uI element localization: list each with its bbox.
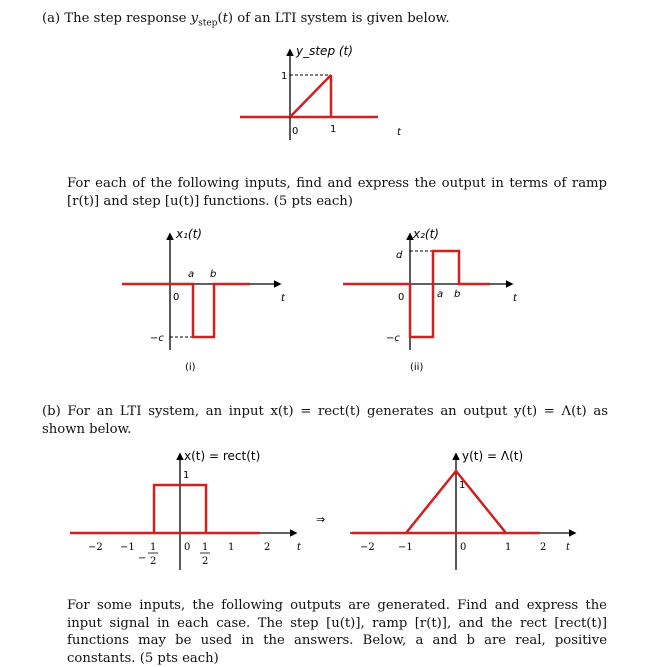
- step-xlabel: t: [397, 127, 401, 138]
- rect-tick-neg2: −2: [88, 542, 103, 553]
- tri-tick-zero: 0: [460, 542, 467, 553]
- rect-half-neg-den: 2: [150, 556, 157, 567]
- x2-neg-c-label: −c: [386, 333, 400, 344]
- rect-xlabel: t: [297, 542, 302, 553]
- rect-tick-zero: 0: [184, 542, 191, 553]
- rect-half-pos-den: 2: [202, 556, 209, 567]
- step-tick-one: 1: [330, 124, 337, 135]
- part-a-heading-render: (a) The step response $y_{step}(t)$ of an LTI system is given below.: [42, 11, 450, 29]
- step-ylabel: y_step (t): [296, 44, 353, 58]
- rect-tick-neg1: −1: [120, 542, 135, 553]
- part-b-heading: (b) For an LTI system, an input x(t) = rect(t) generates an output y(t) = Λ(t) as shown below.: [42, 404, 608, 437]
- x1-zero-label: 0: [173, 292, 180, 303]
- step-level-label: 1: [281, 71, 288, 82]
- x2-a-label: a: [437, 289, 444, 300]
- step-tick-zero: 0: [292, 126, 299, 137]
- tri-title: y(t) = Λ(t): [462, 449, 524, 463]
- x1-caption: (i): [185, 362, 196, 373]
- x2-b-label: b: [454, 289, 461, 300]
- implies-arrow: ⇒: [316, 513, 326, 526]
- x2-zero-label: 0: [398, 292, 405, 303]
- part-a-instructions: For each of the following inputs, find and express the output in terms of ramp [r(t)] and step [u(t)] functions. (5 pts each): [67, 176, 607, 209]
- tri-tick-two: 2: [540, 542, 547, 553]
- x1-b-label: b: [210, 269, 217, 280]
- rect-tick-two: 2: [264, 542, 271, 553]
- x2-caption: (ii): [410, 362, 424, 373]
- rect-half-neg-num: 1: [150, 542, 157, 553]
- tri-tick-neg1: −1: [398, 542, 413, 553]
- x2-d-label: d: [396, 250, 403, 261]
- x2-xlabel: t: [513, 293, 517, 304]
- part-b-closing: For some inputs, the following outputs are generated. Find and express the input signal in each case. The step [u(t)], ramp [r(t)], and the rect [rect(t)] functions may be used in the answers. Below, a and b are real, positive constants. (5 pts each): [67, 598, 607, 666]
- x1-a-label: a: [188, 269, 195, 280]
- tri-xlabel: t: [566, 542, 571, 553]
- rect-half-neg-sign: −: [138, 553, 147, 564]
- tri-tick-neg2: −2: [360, 542, 375, 553]
- x2-ylabel: x₂(t): [413, 227, 439, 241]
- x1-neg-c-label: −c: [150, 333, 164, 344]
- rect-tick-one: 1: [228, 542, 235, 553]
- x1-xlabel: t: [281, 293, 285, 304]
- tri-tick-one: 1: [505, 542, 512, 553]
- rect-title: x(t) = rect(t): [184, 449, 261, 463]
- rect-level-one: 1: [183, 470, 190, 481]
- x1-ylabel: x₁(t): [176, 227, 202, 241]
- tri-level-one: 1: [459, 480, 466, 491]
- rect-half-pos-num: 1: [202, 542, 209, 553]
